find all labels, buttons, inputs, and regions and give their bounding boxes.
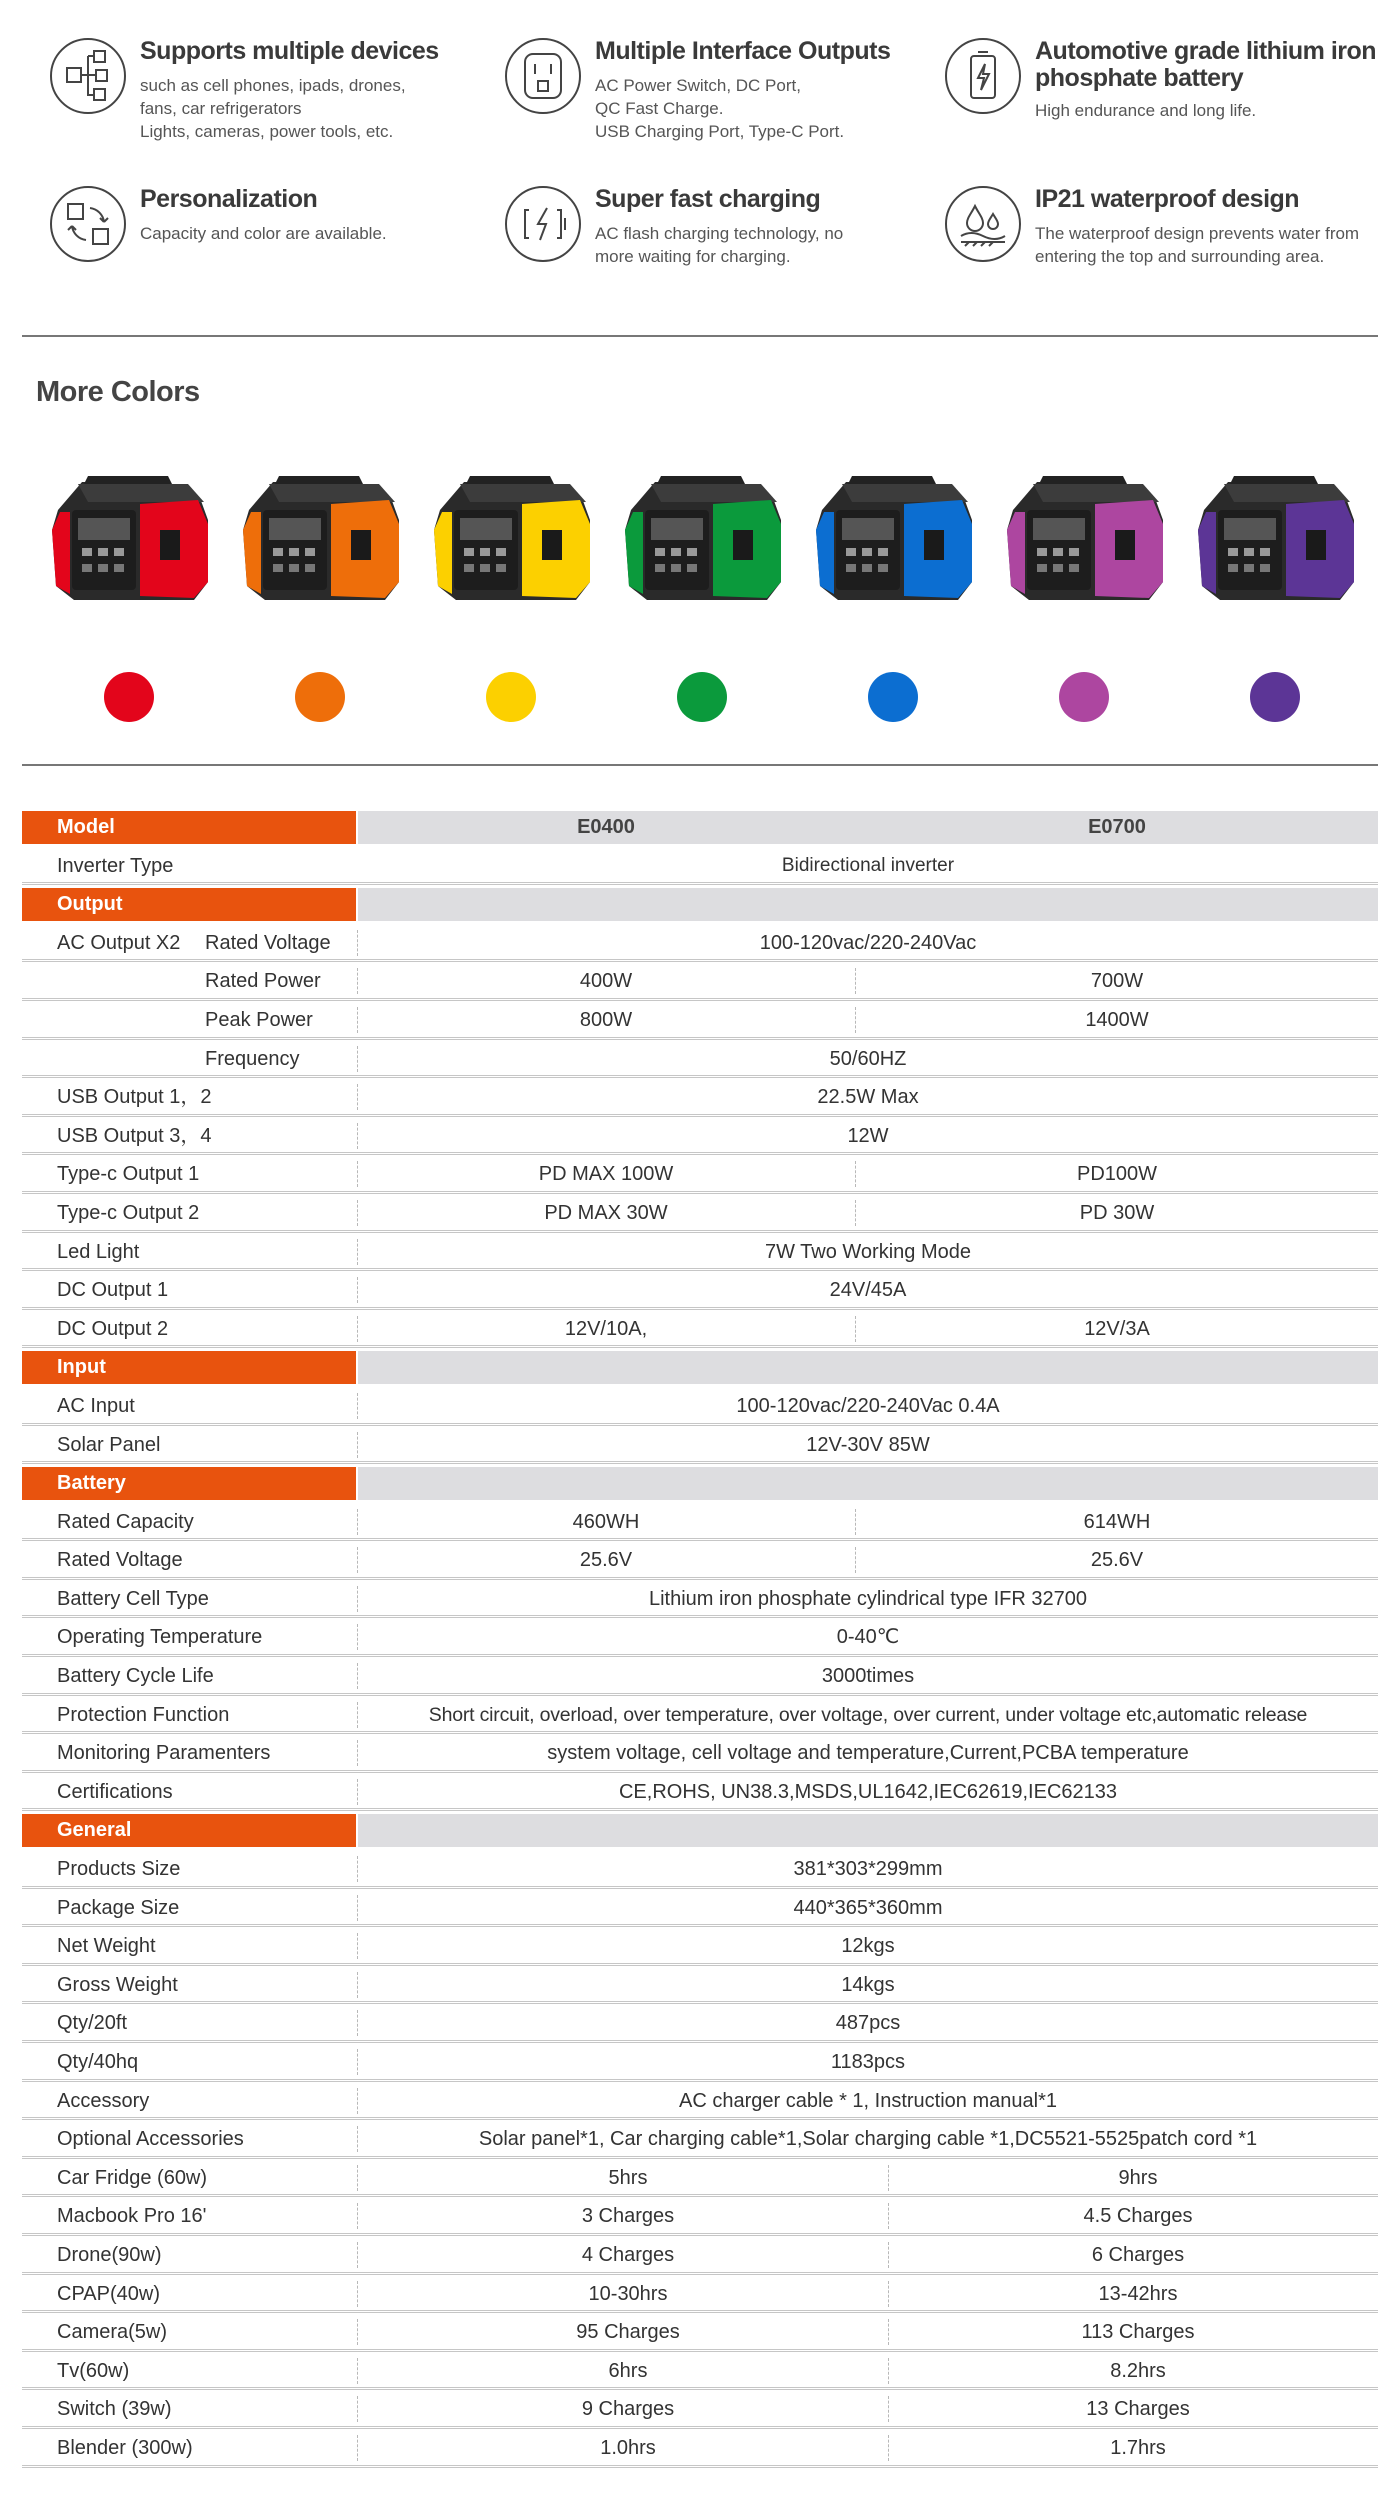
feature-line: AC Power Switch, DC Port, bbox=[595, 76, 801, 95]
row-label: CPAP(40w) bbox=[57, 2282, 160, 2305]
feature-personalization bbox=[50, 186, 490, 316]
feature-description bbox=[1035, 99, 1385, 122]
color-swatch[interactable] bbox=[868, 672, 918, 722]
row-sublabel: Rated Power bbox=[205, 970, 321, 993]
row-label: DC Output 1 bbox=[57, 1279, 169, 1302]
feature-waterproof bbox=[945, 186, 1385, 316]
fast-charge-icon bbox=[505, 186, 581, 262]
cell-divider bbox=[888, 2165, 889, 2191]
feature-line: High endurance and long life. bbox=[1035, 101, 1257, 120]
row-label: Led Light bbox=[57, 1240, 140, 1263]
product-images bbox=[0, 470, 1400, 610]
row-value: system voltage, cell voltage and temperature,Current,PCBA temperature bbox=[547, 1742, 1189, 1765]
feature-description bbox=[140, 74, 490, 143]
feature-line: such as cell phones, ipads, drones, bbox=[140, 76, 406, 95]
value-e0700: PD100W bbox=[1076, 1163, 1158, 1186]
table-row bbox=[22, 1850, 1378, 1889]
table-row bbox=[22, 2275, 1378, 2314]
feature-line: QC Fast Charge. bbox=[595, 99, 724, 118]
table-row bbox=[22, 2120, 1378, 2159]
row-label: USB Output 3，4 bbox=[57, 1124, 212, 1147]
feature-line: Lights, cameras, power tools, etc. bbox=[140, 122, 394, 141]
table-row bbox=[22, 962, 1378, 1001]
product-image bbox=[812, 470, 974, 610]
row-label: Car Fridge (60w) bbox=[57, 2166, 208, 2189]
value-e0400: 95 Charges bbox=[576, 2321, 680, 2344]
row-value: 0-40℃ bbox=[836, 1626, 900, 1649]
row-label: Type-c Output 1 bbox=[57, 1163, 200, 1186]
row-value: 381*303*299mm bbox=[793, 1858, 943, 1881]
row-value: 100-120vac/220-240Vac 0.4A bbox=[736, 1394, 1000, 1417]
feature-description bbox=[595, 222, 945, 268]
row-label: Certifications bbox=[57, 1780, 173, 1803]
table-row bbox=[22, 1580, 1378, 1619]
product-image bbox=[1194, 470, 1356, 610]
row-label: Protection Function bbox=[57, 1703, 230, 1726]
row-label: Macbook Pro 16' bbox=[57, 2205, 207, 2228]
product-image bbox=[1003, 470, 1165, 610]
value-e0400: PD MAX 30W bbox=[544, 1201, 668, 1224]
table-row bbox=[22, 1696, 1378, 1735]
row-label: Tv(60w) bbox=[57, 2359, 130, 2382]
section-title: Battery bbox=[22, 1467, 356, 1500]
table-row bbox=[22, 2197, 1378, 2236]
feature-line: fans, car refrigerators bbox=[140, 99, 302, 118]
cell-divider bbox=[888, 2435, 889, 2461]
product-image bbox=[239, 470, 401, 610]
row-label: Optional Accessories bbox=[57, 2128, 244, 2151]
row-value: 7W Two Working Mode bbox=[764, 1240, 971, 1263]
section-band bbox=[358, 888, 1378, 921]
cell-divider bbox=[888, 2242, 889, 2268]
table-row bbox=[22, 1194, 1378, 1233]
row-sublabel: Peak Power bbox=[205, 1008, 313, 1031]
value-e0700: 4.5 Charges bbox=[1083, 2205, 1193, 2228]
devices-icon bbox=[50, 38, 126, 114]
general-section-header bbox=[22, 1811, 1378, 1850]
table-row bbox=[22, 2390, 1378, 2429]
feature-line: Capacity and color are available. bbox=[140, 224, 387, 243]
value-e0400: 6hrs bbox=[608, 2359, 648, 2382]
color-swatch[interactable] bbox=[677, 672, 727, 722]
value-e0400: 10-30hrs bbox=[588, 2282, 668, 2305]
color-swatch[interactable] bbox=[295, 672, 345, 722]
row-value: 22.5W Max bbox=[817, 1086, 919, 1109]
row-value: 12W bbox=[847, 1124, 889, 1147]
value-e0700: PD 30W bbox=[1079, 1201, 1155, 1224]
row-label: Battery Cell Type bbox=[57, 1587, 209, 1610]
row-value: CE,ROHS, UN38.3,MSDS,UL1642,IEC62619,IEC62133 bbox=[618, 1780, 1118, 1803]
row-label: Camera(5w) bbox=[57, 2321, 168, 2344]
feature-line: The waterproof design prevents water from bbox=[1035, 224, 1360, 243]
value-e0700: 113 Charges bbox=[1081, 2321, 1195, 2344]
table-row bbox=[22, 1503, 1378, 1542]
table-row bbox=[22, 1966, 1378, 2005]
table-row bbox=[22, 2313, 1378, 2352]
feature-title: Supports multiple devices bbox=[140, 37, 439, 65]
table-row bbox=[22, 1734, 1378, 1773]
color-swatch[interactable] bbox=[104, 672, 154, 722]
feature-description bbox=[1035, 222, 1385, 268]
row-value: 12V-30V 85W bbox=[806, 1433, 930, 1456]
table-row bbox=[22, 1541, 1378, 1580]
features-section bbox=[0, 0, 1400, 330]
table-row bbox=[22, 1927, 1378, 1966]
table-row bbox=[22, 1233, 1378, 1272]
row-label: Drone(90w) bbox=[57, 2243, 162, 2266]
battery-icon bbox=[945, 38, 1021, 114]
feature-line: USB Charging Port, Type-C Port. bbox=[595, 122, 845, 141]
feature-title: Super fast charging bbox=[595, 185, 821, 213]
row-label: Products Size bbox=[57, 1858, 181, 1881]
section-divider bbox=[22, 335, 1378, 337]
product-image bbox=[48, 470, 210, 610]
table-row bbox=[22, 1271, 1378, 1310]
color-swatch[interactable] bbox=[486, 672, 536, 722]
row-label: Gross Weight bbox=[57, 1973, 178, 1996]
value-e0400: 400W bbox=[579, 970, 633, 993]
row-value: Short circuit, overload, over temperature, over voltage, over current, under voltage etc,automatic release bbox=[428, 1703, 1308, 1726]
table-row bbox=[22, 1657, 1378, 1696]
row-value: 14kgs bbox=[841, 1973, 895, 1996]
model-header-row bbox=[22, 808, 1378, 847]
row-label: Net Weight bbox=[57, 1935, 156, 1958]
feature-description bbox=[595, 74, 945, 143]
model-e0700: E0700 bbox=[1088, 816, 1146, 838]
table-row bbox=[22, 2352, 1378, 2391]
row-value: Bidirectional inverter bbox=[781, 854, 955, 876]
table-row bbox=[22, 1387, 1378, 1426]
section-band bbox=[358, 1351, 1378, 1384]
feature-lfp-battery bbox=[945, 38, 1385, 168]
output-section-header bbox=[22, 885, 1378, 924]
table-row bbox=[22, 2082, 1378, 2121]
section-title: Output bbox=[22, 888, 356, 921]
value-e0400: 1.0hrs bbox=[600, 2436, 656, 2459]
table-row bbox=[22, 1889, 1378, 1928]
table-row bbox=[22, 2004, 1378, 2043]
color-swatch[interactable] bbox=[1059, 672, 1109, 722]
table-row bbox=[22, 1117, 1378, 1156]
value-e0700: 13-42hrs bbox=[1098, 2282, 1178, 2305]
input-section-header bbox=[22, 1348, 1378, 1387]
row-value: 100-120vac/220-240Vac bbox=[759, 931, 977, 954]
row-label: Battery Cycle Life bbox=[57, 1665, 214, 1688]
feature-description bbox=[140, 222, 490, 245]
row-label: Qty/40hq bbox=[57, 2051, 139, 2073]
model-label: Model bbox=[22, 811, 356, 844]
row-label: Solar Panel bbox=[57, 1433, 161, 1456]
section-title: General bbox=[22, 1814, 356, 1847]
value-e0400: 460WH bbox=[572, 1510, 640, 1533]
value-e0700: 25.6V bbox=[1090, 1549, 1144, 1572]
table-row bbox=[22, 2043, 1378, 2082]
model-e0400: E0400 bbox=[577, 816, 635, 838]
row-label: Rated Voltage bbox=[57, 1549, 183, 1572]
personalization-icon bbox=[50, 186, 126, 262]
value-e0700: 9hrs bbox=[1118, 2166, 1158, 2189]
row-value: 12kgs bbox=[841, 1935, 895, 1958]
section-title: Input bbox=[22, 1351, 356, 1384]
value-e0400: 3 Charges bbox=[581, 2205, 675, 2228]
feature-title: Automotive grade lithium iron phosphate battery bbox=[1035, 37, 1377, 92]
feature-title: IP21 waterproof design bbox=[1035, 185, 1300, 213]
feature-line: AC flash charging technology, no bbox=[595, 224, 844, 243]
table-row bbox=[22, 924, 1378, 963]
cell-divider bbox=[888, 2281, 889, 2307]
product-image bbox=[430, 470, 592, 610]
value-e0400: 25.6V bbox=[579, 1549, 633, 1572]
row-label: Rated Capacity bbox=[57, 1510, 194, 1533]
row-sublabel: Frequency bbox=[205, 1047, 300, 1070]
row-value: 3000times bbox=[821, 1665, 915, 1688]
row-value: 1183pcs bbox=[830, 2051, 906, 2073]
value-e0700: 1.7hrs bbox=[1110, 2436, 1166, 2459]
value-e0400: 5hrs bbox=[608, 2166, 648, 2189]
spec-table bbox=[22, 808, 1378, 2468]
feature-title: Personalization bbox=[140, 185, 318, 213]
row-label: Blender (300w) bbox=[57, 2436, 193, 2459]
feature-title: Multiple Interface Outputs bbox=[595, 37, 891, 65]
color-swatches bbox=[0, 672, 1400, 726]
row-sublabel: Rated Voltage bbox=[205, 931, 331, 954]
table-row bbox=[22, 2236, 1378, 2275]
outlet-icon bbox=[505, 38, 581, 114]
table-row bbox=[22, 1618, 1378, 1657]
table-row bbox=[22, 1155, 1378, 1194]
waterproof-icon bbox=[945, 186, 1021, 262]
cell-divider bbox=[888, 2358, 889, 2384]
feature-interface-outputs bbox=[505, 38, 945, 168]
colors-title: More Colors bbox=[36, 376, 200, 408]
value-e0700: 13 Charges bbox=[1086, 2398, 1190, 2421]
color-swatch[interactable] bbox=[1250, 672, 1300, 722]
row-label: AC Output X2 bbox=[57, 931, 181, 954]
value-e0700: 1400W bbox=[1085, 1008, 1149, 1031]
row-label: Type-c Output 2 bbox=[57, 1201, 200, 1224]
row-label: Switch (39w) bbox=[57, 2398, 172, 2421]
row-label: Monitoring Paramenters bbox=[57, 1742, 271, 1765]
row-value: Solar panel*1, Car charging cable*1,Solar charging cable *1,DC5521-5525patch cord *1 bbox=[478, 2128, 1258, 2151]
value-e0700: 700W bbox=[1090, 970, 1144, 993]
row-value: Lithium iron phosphate cylindrical type IFR 32700 bbox=[648, 1587, 1088, 1610]
model-band bbox=[358, 811, 1378, 844]
section-band bbox=[358, 1467, 1378, 1500]
row-label: DC Output 2 bbox=[57, 1317, 169, 1340]
feature-line: entering the top and surrounding area. bbox=[1035, 247, 1325, 266]
value-e0700: 614WH bbox=[1083, 1510, 1151, 1533]
value-e0700: 6 Charges bbox=[1091, 2243, 1185, 2266]
feature-multiple-devices bbox=[50, 38, 490, 168]
row-value: 50/60HZ bbox=[829, 1047, 907, 1070]
row-label: Inverter Type bbox=[57, 854, 174, 877]
product-image bbox=[621, 470, 783, 610]
table-row bbox=[22, 1426, 1378, 1465]
value-e0400: 4 Charges bbox=[581, 2243, 675, 2266]
table-row bbox=[22, 1001, 1378, 1040]
row-label: Package Size bbox=[57, 1896, 180, 1919]
row-label: Accessory bbox=[57, 2089, 150, 2112]
row-label: Operating Temperature bbox=[57, 1626, 263, 1649]
battery-section-header bbox=[22, 1464, 1378, 1503]
cell-divider bbox=[888, 2319, 889, 2345]
row-label: Qty/20ft bbox=[57, 2012, 128, 2035]
cell-divider bbox=[888, 2396, 889, 2422]
table-row bbox=[22, 2429, 1378, 2468]
row-label: USB Output 1，2 bbox=[57, 1086, 212, 1109]
table-row bbox=[22, 1310, 1378, 1349]
value-e0400: PD MAX 100W bbox=[538, 1163, 674, 1186]
value-e0400: 800W bbox=[579, 1008, 633, 1031]
value-e0700: 8.2hrs bbox=[1110, 2359, 1166, 2382]
section-divider bbox=[22, 764, 1378, 766]
table-row bbox=[22, 1773, 1378, 1812]
row-value: 440*365*360mm bbox=[793, 1896, 943, 1919]
cell-divider bbox=[888, 2203, 889, 2229]
table-row bbox=[22, 2159, 1378, 2198]
value-e0400: 9 Charges bbox=[581, 2398, 675, 2421]
section-band bbox=[358, 1814, 1378, 1847]
table-row bbox=[22, 1040, 1378, 1079]
row-value: 487pcs bbox=[835, 2012, 901, 2035]
row-value: AC charger cable * 1, Instruction manual*1 bbox=[679, 2089, 1057, 2112]
feature-line: more waiting for charging. bbox=[595, 247, 791, 266]
table-row bbox=[22, 1078, 1378, 1117]
table-row bbox=[22, 847, 1378, 886]
value-e0400: 12V/10A, bbox=[564, 1317, 648, 1340]
row-value: 24V/45A bbox=[829, 1279, 907, 1302]
value-e0700: 12V/3A bbox=[1084, 1317, 1150, 1340]
feature-fast-charging bbox=[505, 186, 945, 316]
row-label: AC Input bbox=[57, 1394, 135, 1417]
